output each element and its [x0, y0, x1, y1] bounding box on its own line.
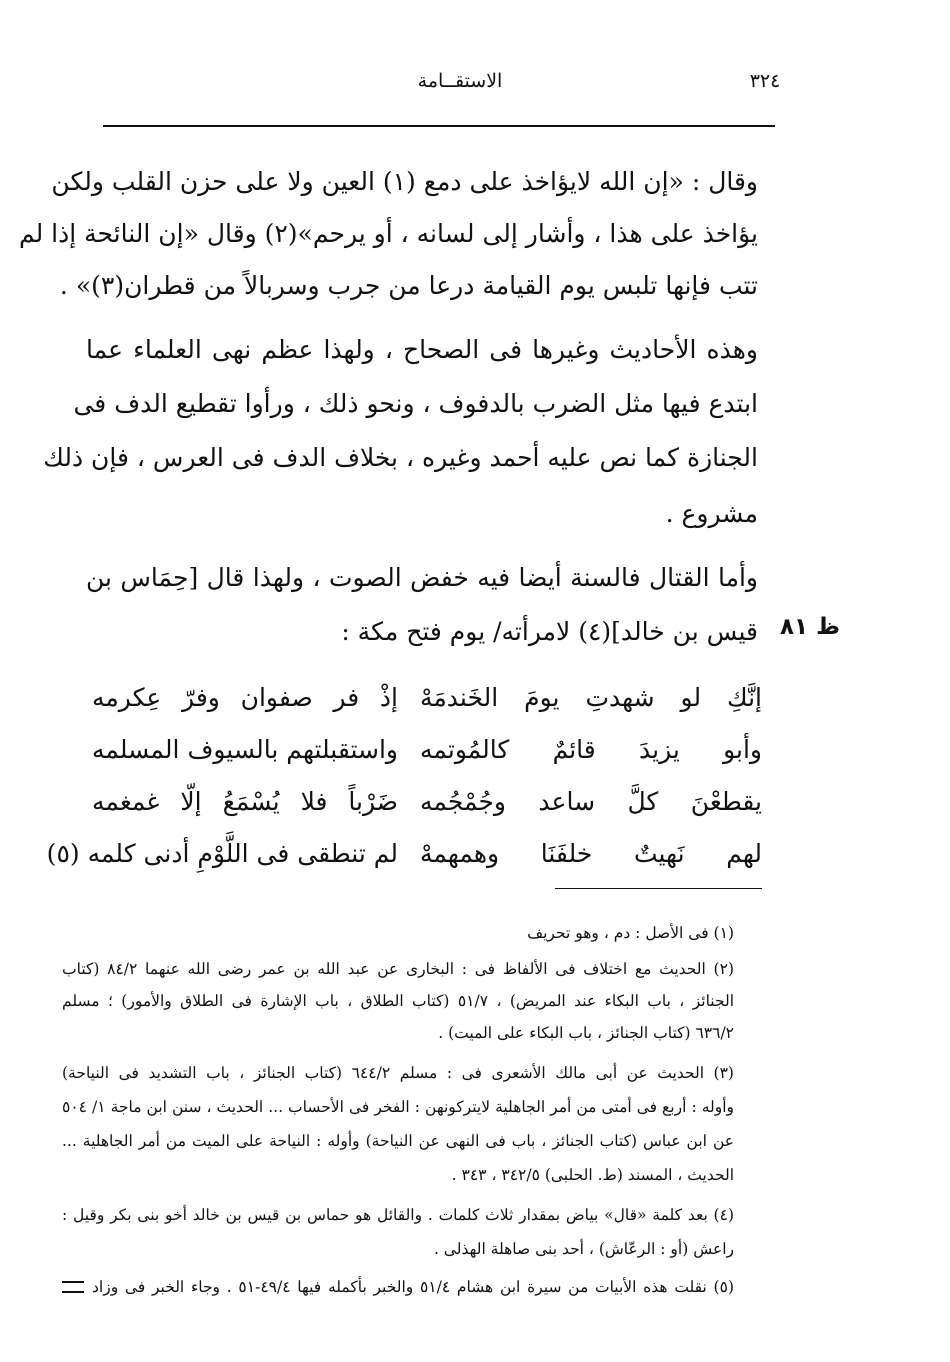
- body-line-4: وهذه الأحاديث وغيرها فى الصحاح ، ولهذا عظم نهى العلماء عما: [86, 335, 758, 364]
- footnote-2-line-1: (٢) الحديث مع اختلاف فى الألفاظ فى : البخارى عن عبد الله بن عمر رضى الله عنهما ٨٤/٢ (كتاب: [62, 960, 734, 978]
- verse-4-left: لم تنطقى فى اللَّوْمِ أدنى كلمه (٥): [46, 839, 398, 868]
- footnote-separator: [555, 888, 762, 889]
- footnote-2-line-2: الجنائز ، باب البكاء عند المريض) ، ٥١/٧ (كتاب الطلاق ، باب الإشارة فى الطلاق والأمور) ؛ مسلم: [62, 992, 735, 1010]
- body-line-9: قيس بن خالد](٤) لامرأته/ يوم فتح مكة :: [341, 617, 758, 646]
- footnote-4-line-2: راعش (أو : الرعّاش) ، أحد بنى صاهلة الهذلى .: [433, 1240, 734, 1258]
- body-line-7: مشروع .: [665, 499, 758, 528]
- running-title: الاستقــامة: [417, 70, 503, 92]
- verse-2-left: واستقبلتهم بالسيوف المسلمه: [92, 735, 398, 764]
- verse-3-right: يقطعْنَ كلَّ ساعد وجُمْجُمه: [420, 787, 762, 816]
- footnote-4-line-1: (٤) بعد كلمة «قال» بياض بمقدار ثلاث كلمات . والقائل هو حماس بن قيس بن خالد أخو بنى بكر وقيل :: [62, 1206, 734, 1224]
- footnote-3-line-2: وأوله : أربع فى أمتى من أمر الجاهلية لايتركونهن : الفخر فى الأحساب ... الحديث ، سنن ابن ماجة ١/ ٥٠٤: [62, 1098, 735, 1116]
- body-line-5: ابتدع فيها مثل الضرب بالدفوف ، ونحو ذلك ، ورأوا تقطيع الدف فى: [73, 389, 758, 418]
- continuation-mark: [62, 1281, 84, 1293]
- verse-2-right: وأبو يزيدَ قائمٌ كالمُوتمه: [420, 735, 762, 764]
- page-number: ٣٢٤: [749, 70, 781, 92]
- margin-folio-mark: ظ ٨١: [780, 614, 840, 640]
- body-line-2: يؤاخذ على هذا ، وأشار إلى لسانه ، أو يرحم»(٢) وقال «إن النائحة إذا لم: [18, 219, 758, 248]
- footnote-5-line-1: (٥) نقلت هذه الأبيات من سيرة ابن هشام ٥١/٤ والخبر بأكمله فيها ٤٩/٤-٥١ . وجاء الخبر فى وزاد: [92, 1278, 734, 1296]
- footnote-3-line-3: عن ابن عباس (كتاب الجنائز ، باب فى النهى عن النياحة) وأوله : النياحة على الميت من أمر الجاهلية ...: [62, 1132, 734, 1150]
- verse-3-left: ضَرْباً فلا يُسْمَعُ إلّا غمغمه: [92, 787, 398, 816]
- body-line-3: تتب فإنها تلبس يوم القيامة درعا من جرب وسربالاً من قطران(٣)» .: [59, 271, 758, 300]
- footnote-2-line-3: ٦٣٦/٢ (كتاب الجنائز ، باب البكاء على الميت) .: [438, 1024, 734, 1042]
- footnote-3-line-4: الحديث ، المسند (ط. الحلبى) ٣٤٢/٥ ، ٣٤٣ .: [451, 1166, 734, 1184]
- body-line-1: وقال : «إن الله لايؤاخذ على دمع (١) العين ولا على حزن القلب ولكن: [51, 167, 758, 196]
- header-rule: [103, 125, 775, 127]
- footnote-1: (١) فى الأصل : دم ، وهو تحريف: [527, 924, 734, 942]
- verse-4-right: لهم نَهيتٌ خلفَنَا وهمهمهْ: [420, 839, 762, 868]
- verse-1-left: إذْ فر صفوان وفرّ عِكرمه: [92, 683, 398, 712]
- body-line-6: الجنازة كما نص عليه أحمد وغيره ، بخلاف الدف فى العرس ، فإن ذلك: [43, 443, 758, 472]
- footnote-3-line-1: (٣) الحديث عن أبى مالك الأشعرى فى : مسلم ٦٤٤/٢ (كتاب الجنائز ، باب التشديد فى النياحة): [62, 1064, 734, 1082]
- verse-1-right: إنَّكِ لو شهدتِ يومَ الخَندمَهْ: [420, 683, 762, 712]
- body-line-8: وأما القتال فالسنة أيضا فيه خفض الصوت ، ولهذا قال [حِمَاس بن: [86, 563, 759, 592]
